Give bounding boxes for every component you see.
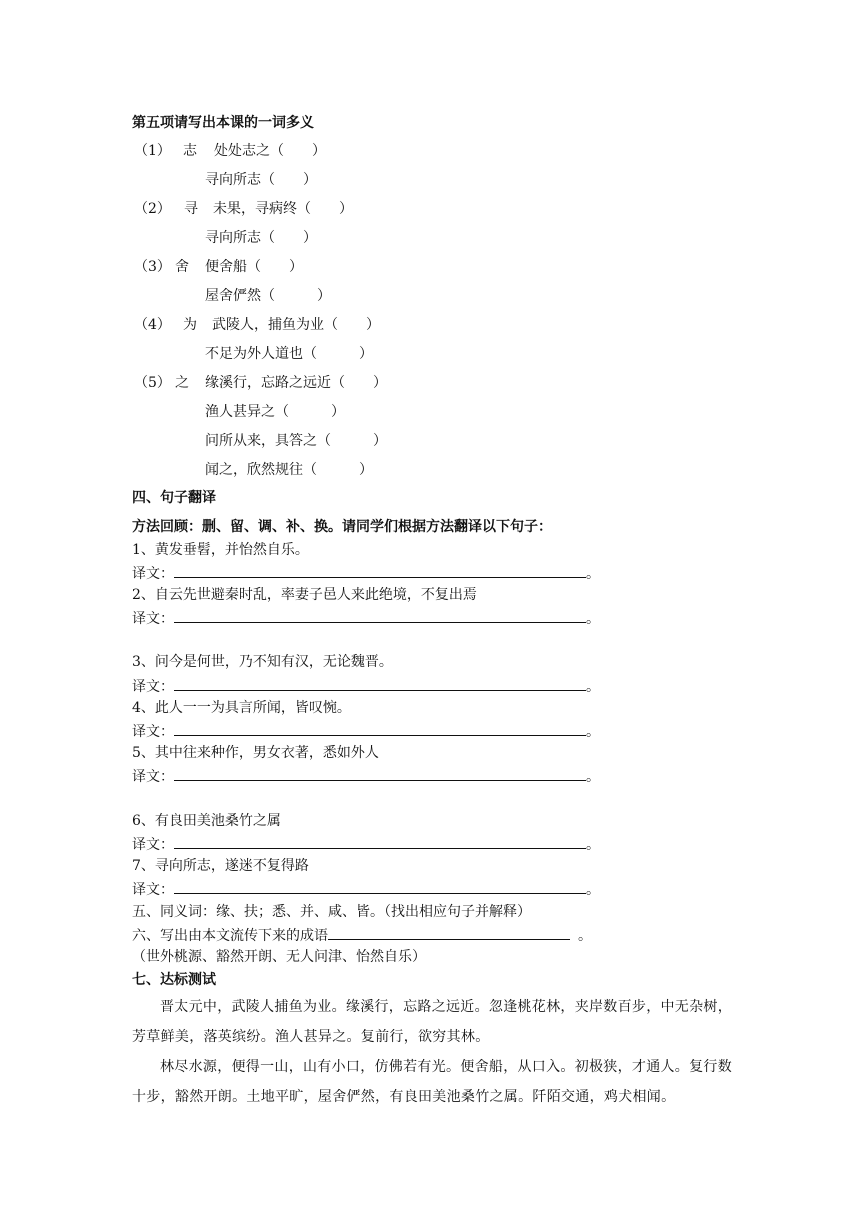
item-number: （3） [134,259,171,275]
translation-heading: 四、句子翻译 [132,490,216,506]
answer-label: 译文： [132,882,174,898]
translation-answer-row [132,608,600,629]
end-mark: 。 [586,566,600,582]
end-mark: 。 [586,679,600,695]
item-number: （4） [134,317,171,333]
item-line: 屋舍俨然（ ） [205,288,331,304]
end-mark: 。 [578,928,592,944]
translation-answer-row [132,563,600,584]
end-mark: 。 [586,837,600,853]
translation-answer-row [132,766,600,787]
answer-blank[interactable] [174,834,586,849]
item-line: 寻向所志（ ） [205,230,317,246]
item-number: （2） [134,201,171,217]
idioms-question-row [132,925,592,946]
answer-label: 译文： [132,769,174,785]
passage-paragraph: 林尽水源，便得一山，山有小口，仿佛若有光。便舍船，从口入。初极狭，才通人。复行数十步，豁然开朗。土地平旷，屋舍俨然，有良田美池桑竹之属。阡陌交通，鸡犬相闻。 [132,1059,732,1105]
sentence: 7、寻向所志，遂迷不复得路 [132,858,309,874]
translation-answer-row [132,676,600,697]
sentence: 4、此人一一为具言所闻，皆叹惋。 [132,700,351,716]
item-word: 舍 [175,259,189,275]
idioms-question: 六、写出由本文流传下来的成语 [132,928,328,944]
item-word: 为 [183,317,197,333]
item-line: 不足为外人道也（ ） [205,346,373,362]
test-heading: 七、达标测试 [132,972,216,988]
answer-blank[interactable] [174,608,586,623]
item-line: 处处志之（ ） [214,143,326,159]
answer-label: 译文： [132,566,174,582]
item-line: 渔人甚异之（ ） [205,404,345,420]
item-word: 志 [183,143,197,159]
answer-blank[interactable] [174,879,586,894]
item-number: （5） [134,375,171,391]
item-line: 寻向所志（ ） [205,172,317,188]
answer-label: 译文： [132,611,174,627]
passage-paragraph: 晋太元中，武陵人捕鱼为业。缘溪行，忘路之远近。忽逢桃花林，夹岸数百步，中无杂树，芳草鲜美，落英缤纷。渔人甚异之。复前行，欲穷其林。 [132,999,732,1045]
answer-blank[interactable] [174,721,586,736]
item-line: 武陵人，捕鱼为业（ ） [212,317,380,333]
answer-label: 译文： [132,679,174,695]
item-number: （1） [134,143,171,159]
idioms-list: （世外桃源、豁然开朗、无人问津、怡然自乐） [132,949,426,965]
answer-blank[interactable] [174,766,586,781]
translation-answer-row [132,721,600,742]
item-line: 问所从来，具答之（ ） [205,433,387,449]
end-mark: 。 [586,882,600,898]
synonyms-line: 五、同义词：缘、扶；悉、并、咸、皆。（找出相应句子并解释） [132,904,531,920]
answer-blank[interactable] [174,676,586,691]
idioms-answer-blank[interactable] [328,925,570,940]
sentence: 3、问今是何世，乃不知有汉，无论魏晋。 [132,654,393,670]
sentence: 2、自云先世避秦时乱，率妻子邑人来此绝境，不复出焉 [132,587,477,603]
end-mark: 。 [586,724,600,740]
sentence: 6、有良田美池桑竹之属 [132,813,281,829]
sentence: 5、其中往来种作，男女衣著，悉如外人 [132,745,379,761]
translation-answer-row [132,879,600,900]
sentence: 1、黄发垂髫，并怡然自乐。 [132,542,309,558]
answer-blank[interactable] [174,563,586,578]
item-line: 便舍船（ ） [205,259,303,275]
translation-answer-row [132,834,600,855]
end-mark: 。 [586,611,600,627]
polysemy-heading: 第五项请写出本课的一词多义 [132,115,314,131]
item-word: 之 [175,375,189,391]
answer-label: 译文： [132,724,174,740]
end-mark: 。 [586,769,600,785]
answer-label: 译文： [132,837,174,853]
item-line: 未果，寻病终（ ） [213,201,353,217]
item-line: 缘溪行，忘路之远近（ ） [205,375,387,391]
item-word: 寻 [184,201,198,217]
item-line: 闻之，欣然规往（ ） [205,462,373,478]
translation-method: 方法回顾：删、留、调、补、换。请同学们根据方法翻译以下句子： [132,519,552,535]
